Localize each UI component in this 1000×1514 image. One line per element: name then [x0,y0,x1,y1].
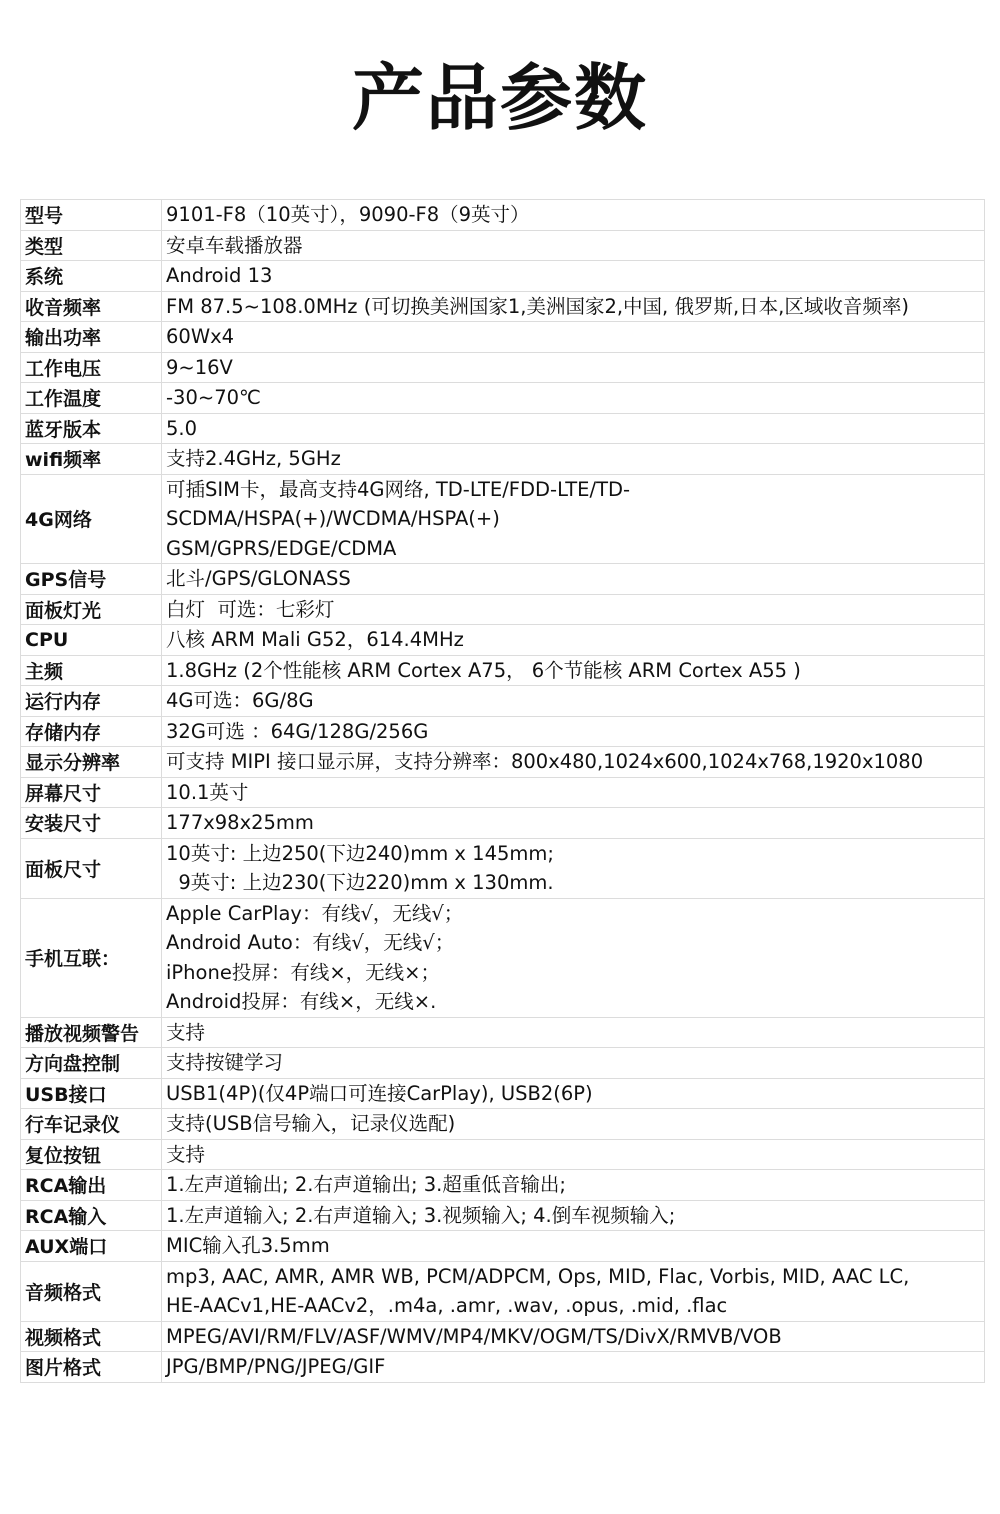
spec-value-line: 可支持 MIPI 接口显示屏，支持分辨率：800x480,1024x600,1024x768,1920x1080 [166,750,924,773]
spec-value-line: 北斗/GPS/GLONASS [166,567,351,590]
spec-value [162,444,985,475]
spec-row [21,1321,985,1352]
spec-value-line: FM 87.5~108.0MHz (可切换美洲国家1,美洲国家2,中国, 俄罗斯,日本,区域收音频率) [166,294,909,318]
spec-value-line: 支持 [166,1020,206,1044]
spec-row [21,291,985,322]
spec-value-line: 1.左声道输入; 2.右声道输入; 3.视频输入; 4.倒车视频输入; [166,1203,676,1227]
spec-label: 型号 [21,200,162,231]
spec-row [21,1078,985,1109]
spec-value [162,200,985,231]
spec-value [162,686,985,717]
spec-label: 工作电压 [21,352,162,383]
spec-value [162,655,985,686]
spec-row [21,1231,985,1262]
spec-row [21,686,985,717]
spec-value-line: Android 13 [166,264,273,287]
spec-value-line: mp3, AAC, AMR, AMR WB, PCM/ADPCM, Ops, MID, Flac, Vorbis, MID, AAC LC, [166,1264,910,1288]
spec-value [162,1078,985,1109]
spec-value [162,1352,985,1383]
spec-value-line: -30~70℃ [166,386,261,409]
spec-value-line: 32G可选 ：64G/128G/256G [166,719,429,743]
spec-value [162,474,985,564]
spec-table-body [21,200,985,1383]
spec-row [21,1139,985,1170]
spec-row [21,1261,985,1321]
spec-row [21,352,985,383]
spec-value [162,322,985,353]
spec-value-line: iPhone投屏：有线×，无线×； [166,960,440,984]
spec-value [162,1321,985,1352]
spec-row [21,838,985,898]
spec-value [162,747,985,778]
spec-value [162,808,985,839]
spec-label: 视频格式 [21,1321,162,1352]
spec-value-line: JPG/BMP/PNG/JPEG/GIF [166,1355,386,1378]
spec-value [162,564,985,595]
spec-value [162,1017,985,1048]
spec-value [162,230,985,261]
spec-row [21,625,985,656]
spec-label: wifi频率 [21,444,162,475]
spec-label: 面板灯光 [21,594,162,625]
spec-label: 屏幕尺寸 [21,777,162,808]
spec-value-line: 1.8GHz (2个性能核 ARM Cortex A75， 6个节能核 ARM Cortex A55 ) [166,658,801,682]
spec-label: 收音频率 [21,291,162,322]
spec-row [21,1109,985,1140]
spec-value [162,716,985,747]
spec-value-line: 支持2.4GHz, 5GHz [166,447,341,470]
spec-value [162,838,985,898]
spec-label: AUX端口 [21,1231,162,1262]
spec-value [162,1109,985,1140]
spec-row [21,261,985,292]
spec-value [162,898,985,1017]
spec-value [162,1139,985,1170]
spec-label: 工作温度 [21,383,162,414]
spec-value [162,383,985,414]
spec-label: 主频 [21,655,162,686]
spec-label: 显示分辨率 [21,747,162,778]
spec-value [162,1231,985,1262]
spec-row [21,655,985,686]
spec-value-line: 9~16V [166,355,233,379]
spec-row [21,716,985,747]
spec-label: 类型 [21,230,162,261]
spec-row [21,413,985,444]
spec-value-line: 1.左声道输出; 2.右声道输出; 3.超重低音输出; [166,1173,566,1196]
spec-label: RCA输入 [21,1200,162,1231]
spec-row [21,898,985,1017]
spec-value-line: 10.1英寸 [166,780,249,804]
spec-row [21,777,985,808]
spec-row [21,594,985,625]
spec-label: 4G网络 [21,474,162,564]
spec-value-line: 4G可选：6G/8G [166,689,314,712]
spec-value [162,291,985,322]
spec-value-line: 60Wx4 [166,325,235,348]
spec-label: 安装尺寸 [21,808,162,839]
spec-value [162,625,985,656]
spec-label: CPU [21,625,162,656]
spec-row [21,230,985,261]
page-title: 产品参数 [351,56,648,140]
spec-value-line: MPEG/AVI/RM/FLV/ASF/WMV/MP4/MKV/OGM/TS/DivX/RMVB/VOB [166,1324,782,1348]
spec-value-line: 10英寸: 上边250(下边240)mm x 145mm; [166,841,554,865]
spec-label: 图片格式 [21,1352,162,1383]
spec-value-line: 支持 [166,1142,206,1166]
spec-value-line: GSM/GPRS/EDGE/CDMA [166,536,397,560]
spec-label: 存储内存 [21,716,162,747]
spec-label: RCA输出 [21,1170,162,1201]
spec-row [21,1170,985,1201]
spec-value-line: SCDMA/HSPA(+)/WCDMA/HSPA(+) [166,507,500,530]
spec-label: 输出功率 [21,322,162,353]
spec-value [162,1048,985,1079]
spec-label: 行车记录仪 [21,1109,162,1140]
spec-value-line: HE-AACv1,HE-AACv2，.m4a, .amr, .wav, .opus, .mid, .flac [166,1294,728,1317]
spec-value [162,261,985,292]
spec-label: 手机互联： [21,898,162,1017]
spec-row [21,474,985,564]
spec-value [162,352,985,383]
spec-value [162,594,985,625]
spec-value-line: 5.0 [166,416,198,440]
spec-label: 复位按钮 [21,1139,162,1170]
spec-row [21,383,985,414]
spec-label: 面板尺寸 [21,838,162,898]
spec-value [162,413,985,444]
spec-row [21,200,985,231]
spec-label: 系统 [21,261,162,292]
spec-row [21,1048,985,1079]
spec-value [162,1200,985,1231]
spec-value-line: 9英寸: 上边230(下边220)mm x 130mm. [166,871,554,894]
spec-value-line: 9101-F8（10英寸），9090-F8（9英寸） [166,203,530,226]
spec-label: 音频格式 [21,1261,162,1321]
spec-value-line: 支持(USB信号输入，记录仪选配) [166,1112,456,1135]
spec-table [20,199,985,1383]
spec-row [21,444,985,475]
spec-row [21,1352,985,1383]
spec-label: 播放视频警告 [21,1017,162,1048]
spec-value-line: Android投屏：有线×，无线×. [166,990,437,1013]
spec-value-line: Apple CarPlay：有线√，无线√； [166,901,464,925]
spec-value-line: Android Auto：有线√，无线√； [166,931,455,954]
spec-value-line: 白灯 可选：七彩灯 [166,597,335,621]
spec-row [21,564,985,595]
spec-value-line: 可插SIM卡，最高支持4G网络, TD-LTE/FDD-LTE/TD- [166,477,631,501]
spec-label: GPS信号 [21,564,162,595]
spec-value [162,777,985,808]
spec-row [21,1200,985,1231]
spec-label: 运行内存 [21,686,162,717]
spec-value [162,1170,985,1201]
spec-value-line: USB1(4P)(仅4P端口可连接CarPlay), USB2(6P) [166,1081,593,1105]
spec-label: 方向盘控制 [21,1048,162,1079]
spec-row [21,1017,985,1048]
spec-label: 蓝牙版本 [21,413,162,444]
spec-row [21,747,985,778]
spec-value-line: MIC输入孔3.5mm [166,1234,330,1257]
spec-value [162,1261,985,1321]
spec-value-line: 安卓车载播放器 [166,233,303,257]
spec-row [21,808,985,839]
spec-value-line: 八核 ARM Mali G52，614.4MHz [166,628,464,651]
spec-value-line: 177x98x25mm [166,811,314,834]
spec-label: USB接口 [21,1078,162,1109]
spec-value-line: 支持按键学习 [166,1051,284,1074]
spec-row [21,322,985,353]
